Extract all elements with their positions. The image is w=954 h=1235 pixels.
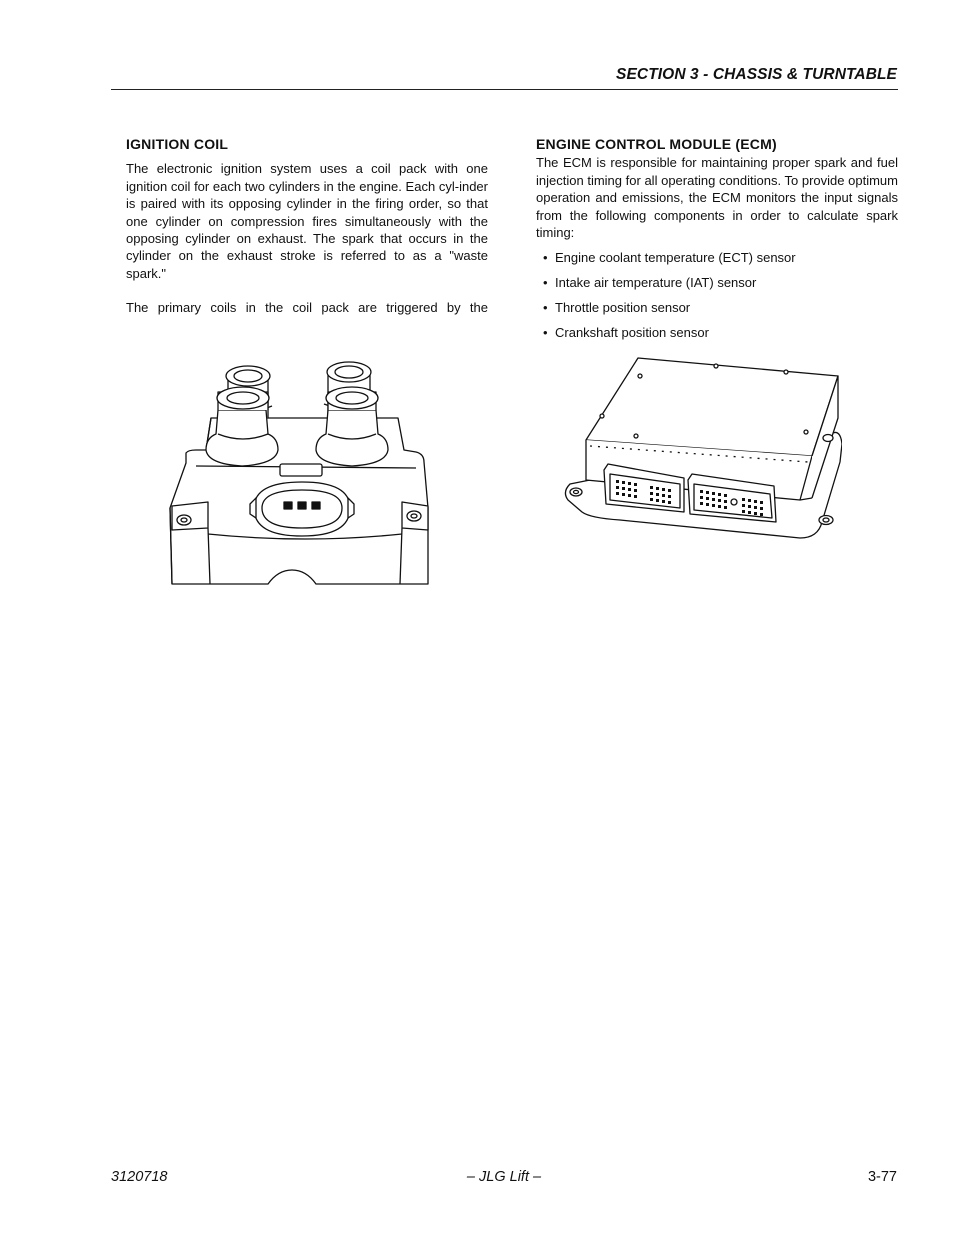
bullet-icon: • bbox=[543, 325, 548, 341]
list-item: • Throttle position sensor bbox=[543, 300, 691, 316]
ecm-heading: ENGINE CONTROL MODULE (ECM) bbox=[536, 136, 777, 152]
header-rule bbox=[111, 89, 898, 90]
list-item: • Engine coolant temperature (ECT) sensor bbox=[543, 250, 796, 266]
ecm-input-list bbox=[536, 249, 898, 341]
bullet-icon: • bbox=[543, 275, 548, 291]
ecm-section bbox=[536, 136, 898, 349]
ecm-paragraph: The ECM is responsible for maintaining proper spark and fuel injection timing for all operating conditions. To provide optimum operation and emissions, the ECM monitors the input signals from the following components in order to calculate spark timing: bbox=[536, 155, 898, 241]
bullet-icon: • bbox=[543, 300, 548, 316]
ignition-coil-heading: IGNITION COIL bbox=[126, 136, 229, 152]
list-item: • Intake air temperature (IAT) sensor bbox=[543, 275, 757, 291]
publisher-label: – JLG Lift – bbox=[466, 1169, 542, 1185]
bullet-icon: • bbox=[543, 250, 548, 266]
ignition-coil-paragraph-2: The primary coils in the coil pack are triggered by the bbox=[126, 300, 488, 316]
engine-control-module-illustration bbox=[560, 352, 842, 544]
document-number: 3120718 bbox=[111, 1169, 168, 1185]
ignition-coil-section bbox=[126, 136, 488, 317]
ignition-coil-pack-illustration bbox=[166, 358, 434, 592]
section-title: SECTION 3 - CHASSIS & TURNTABLE bbox=[616, 66, 897, 83]
list-item: • Crankshaft position sensor bbox=[543, 325, 709, 341]
page-number: 3-77 bbox=[867, 1169, 897, 1185]
ignition-coil-paragraph-1: The electronic ignition system uses a coil pack with one ignition coil for each two cylinders in the engine. Each cyl-inder is paired with its opposing cylinder in the firing order, so that one cylinder on compression fires simultaneously with the opposing cylinder on exhaust. The spark that occurs in the cylinder on the exhaust stroke is referred to as a "waste spark." bbox=[126, 161, 488, 281]
